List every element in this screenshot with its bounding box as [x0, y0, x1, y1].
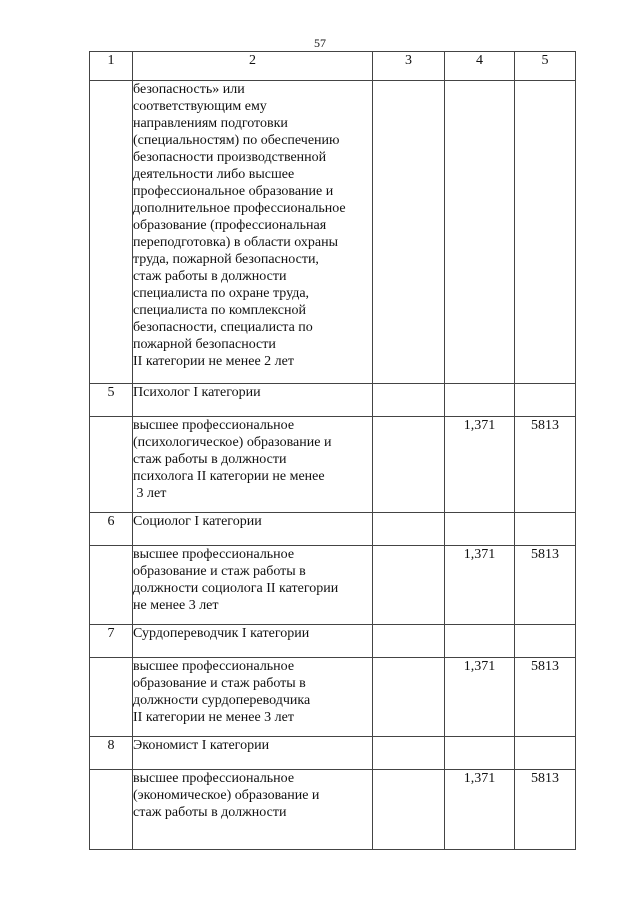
- table-header-row: [90, 52, 576, 81]
- continuation-text: [133, 81, 373, 384]
- position-requirement-row: [90, 546, 576, 625]
- position-requirement-row: [90, 770, 576, 850]
- empty-cell: [515, 384, 576, 417]
- column-header: 4: [445, 52, 515, 81]
- requirement-text: [133, 658, 373, 737]
- empty-cell: [373, 625, 445, 658]
- position-number: 6: [90, 513, 133, 546]
- column-header: 2: [133, 52, 373, 81]
- text-line: образование и стаж работы в: [133, 676, 306, 691]
- column-header: 1: [90, 52, 133, 81]
- position-number: 8: [90, 737, 133, 770]
- requirement-text: [133, 417, 373, 513]
- text-line: безопасности, специалиста по: [133, 320, 313, 335]
- requirement-text: [133, 770, 373, 850]
- position-requirement-row: [90, 658, 576, 737]
- coefficient-cell: 1,371: [445, 658, 515, 737]
- text-line: специалиста по охране труда,: [133, 286, 310, 301]
- text-line: II категории не менее 3 лет: [133, 710, 294, 725]
- text-line: высшее профессиональное: [133, 771, 295, 786]
- requirement-text: [133, 546, 373, 625]
- empty-cell: [445, 513, 515, 546]
- text-line: труда, пожарной безопасности,: [133, 252, 319, 267]
- empty-cell: [445, 737, 515, 770]
- text-line: дополнительное профессиональное: [133, 201, 346, 216]
- salary-cell: 5813: [515, 770, 576, 850]
- coefficient-cell: 1,371: [445, 417, 515, 513]
- text-line: безопасность» или: [133, 82, 245, 97]
- empty-cell: [373, 513, 445, 546]
- text-line: (специальностям) по обеспечению: [133, 133, 340, 148]
- text-line: стаж работы в должности: [133, 805, 287, 820]
- position-title-row: [90, 513, 576, 546]
- page-number: 57: [314, 36, 326, 50]
- position-number: 7: [90, 625, 133, 658]
- col3-cell: [373, 658, 445, 737]
- text-line: 3 лет: [133, 486, 167, 501]
- text-line: психолога II категории не менее: [133, 469, 325, 484]
- table-row: [90, 81, 576, 384]
- empty-cell: [515, 513, 576, 546]
- positions-table: [89, 51, 576, 850]
- empty-cell: [515, 625, 576, 658]
- empty-cell: [445, 81, 515, 384]
- empty-cell: [445, 384, 515, 417]
- salary-cell: 5813: [515, 658, 576, 737]
- number-cell: [90, 81, 133, 384]
- text-line: специалиста по комплексной: [133, 303, 306, 318]
- text-line: (психологическое) образование и: [133, 435, 332, 450]
- coefficient-cell: 1,371: [445, 546, 515, 625]
- text-line: безопасности производственной: [133, 150, 327, 165]
- empty-cell: [515, 737, 576, 770]
- text-line: соответствующим ему: [133, 99, 267, 114]
- coefficient-cell: 1,371: [445, 770, 515, 850]
- position-title: Сурдопереводчик I категории: [133, 625, 373, 658]
- text-line: направлениям подготовки: [133, 116, 288, 131]
- text-line: должности социолога II категории: [133, 581, 339, 596]
- text-line: переподготовка) в области охраны: [133, 235, 339, 250]
- text-line: должности сурдопереводчика: [133, 693, 311, 708]
- col3-cell: [373, 417, 445, 513]
- position-requirement-row: [90, 417, 576, 513]
- position-title: Социолог I категории: [133, 513, 373, 546]
- position-title-row: [90, 384, 576, 417]
- empty-cell: [515, 81, 576, 384]
- empty-cell: [373, 384, 445, 417]
- text-line: II категории не менее 2 лет: [133, 354, 294, 369]
- position-title: Экономист I категории: [133, 737, 373, 770]
- empty-cell: [373, 737, 445, 770]
- position-title-row: [90, 737, 576, 770]
- text-line: стаж работы в должности: [133, 269, 287, 284]
- text-line: стаж работы в должности: [133, 452, 287, 467]
- empty-cell: [445, 625, 515, 658]
- text-line: образование (профессиональная: [133, 218, 327, 233]
- empty-cell: [90, 658, 133, 737]
- column-header: 5: [515, 52, 576, 81]
- position-number: 5: [90, 384, 133, 417]
- col3-cell: [373, 546, 445, 625]
- empty-cell: [90, 770, 133, 850]
- text-line: профессиональное образование и: [133, 184, 334, 199]
- text-line: (экономическое) образование и: [133, 788, 320, 803]
- position-title: Психолог I категории: [133, 384, 373, 417]
- text-line: деятельности либо высшее: [133, 167, 295, 182]
- col3-cell: [373, 770, 445, 850]
- empty-cell: [90, 546, 133, 625]
- text-line: образование и стаж работы в: [133, 564, 306, 579]
- text-line: не менее 3 лет: [133, 598, 219, 613]
- empty-cell: [90, 417, 133, 513]
- column-header: 3: [373, 52, 445, 81]
- text-line: пожарной безопасности: [133, 337, 276, 352]
- text-line: высшее профессиональное: [133, 547, 295, 562]
- position-title-row: [90, 625, 576, 658]
- text-line: высшее профессиональное: [133, 659, 295, 674]
- empty-cell: [373, 81, 445, 384]
- salary-cell: 5813: [515, 546, 576, 625]
- salary-cell: 5813: [515, 417, 576, 513]
- text-line: высшее профессиональное: [133, 418, 295, 433]
